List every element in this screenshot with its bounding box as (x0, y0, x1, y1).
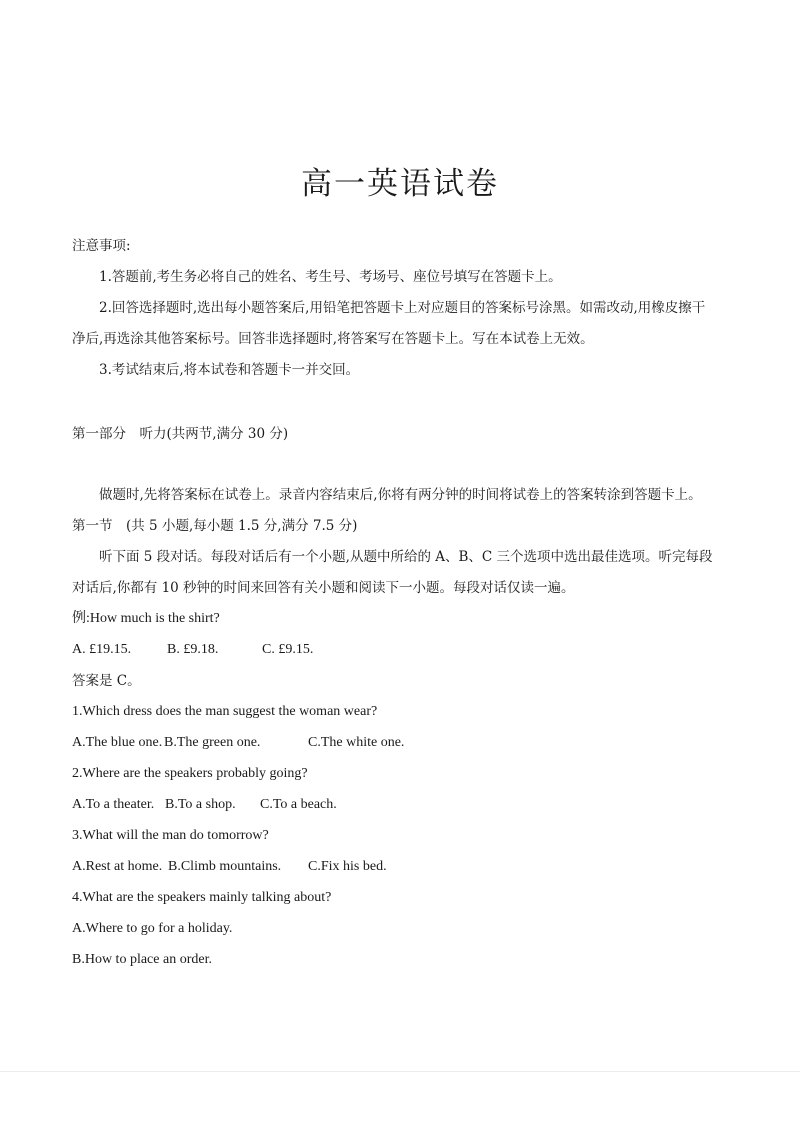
question-3-option-a: A.Rest at home. (72, 859, 163, 874)
notice-item-3: 3.考试结束后,将本试卷和答题卡一并交回。 (99, 362, 360, 378)
notice-item-1: 1.答题前,考生务必将自己的姓名、考生号、考场号、座位号填写在答题卡上。 (99, 269, 562, 285)
part1-instruction: 做题时,先将答案标在试卷上。录音内容结束后,你将有两分钟的时间将试卷上的答案转涂到答题卡上。 (99, 487, 702, 503)
example-answer: 答案是 C。 (72, 673, 141, 689)
question-1-option-c: C.The white one. (308, 735, 405, 750)
question-4: 4.What are the speakers mainly talking about? (72, 890, 332, 905)
notice-heading: 注意事项: (72, 238, 131, 254)
question-3-options (72, 858, 387, 876)
part1-heading: 第一部分 听力(共两节,满分 30 分) (72, 426, 289, 442)
page-title: 高一英语试卷 (301, 166, 499, 202)
example-option-c: C. £9.15. (262, 642, 314, 657)
question-2-option-a: A.To a theater. (72, 797, 155, 812)
question-2: 2.Where are the speakers probably going? (72, 766, 308, 781)
section1-instruction-line-1: 听下面 5 段对话。每段对话后有一个小题,从题中所给的 A、B、C 三个选项中选出最佳选项。听完每段 (99, 549, 713, 565)
question-2-option-b: B.To a shop. (165, 797, 236, 812)
question-3: 3.What will the man do tomorrow? (72, 828, 269, 843)
example-options (72, 641, 313, 659)
example-option-a: A. £19.15. (72, 642, 132, 657)
example-option-b: B. £9.18. (167, 642, 219, 657)
question-2-option-c: C.To a beach. (260, 797, 337, 812)
question-1-option-a: A.The blue one. (72, 735, 163, 750)
example-question: 例:How much is the shirt? (72, 611, 220, 626)
page-bottom-divider (0, 1071, 800, 1072)
notice-item-2-line-1: 2.回答选择题时,选出每小题答案后,用铅笔把答题卡上对应题目的答案标号涂黑。如需改动,用橡皮擦干 (99, 300, 706, 316)
question-1-options (72, 734, 404, 752)
question-4-option-a: A.Where to go for a holiday. (72, 921, 233, 936)
section1-heading: 第一节 (共 5 小题,每小题 1.5 分,满分 7.5 分) (72, 518, 358, 534)
question-3-option-b: B.Climb mountains. (168, 859, 282, 874)
question-1-option-b: B.The green one. (164, 735, 261, 750)
question-4-option-b: B.How to place an order. (72, 952, 212, 967)
notice-item-2-line-2: 净后,再选涂其他答案标号。回答非选择题时,将答案写在答题卡上。写在本试卷上无效。 (72, 331, 594, 347)
question-1: 1.Which dress does the man suggest the woman wear? (72, 704, 378, 719)
question-3-option-c: C.Fix his bed. (308, 859, 387, 874)
section1-instruction-line-2: 对话后,你都有 10 秒钟的时间来回答有关小题和阅读下一小题。每段对话仅读一遍。 (72, 580, 575, 596)
question-2-options (72, 796, 337, 814)
